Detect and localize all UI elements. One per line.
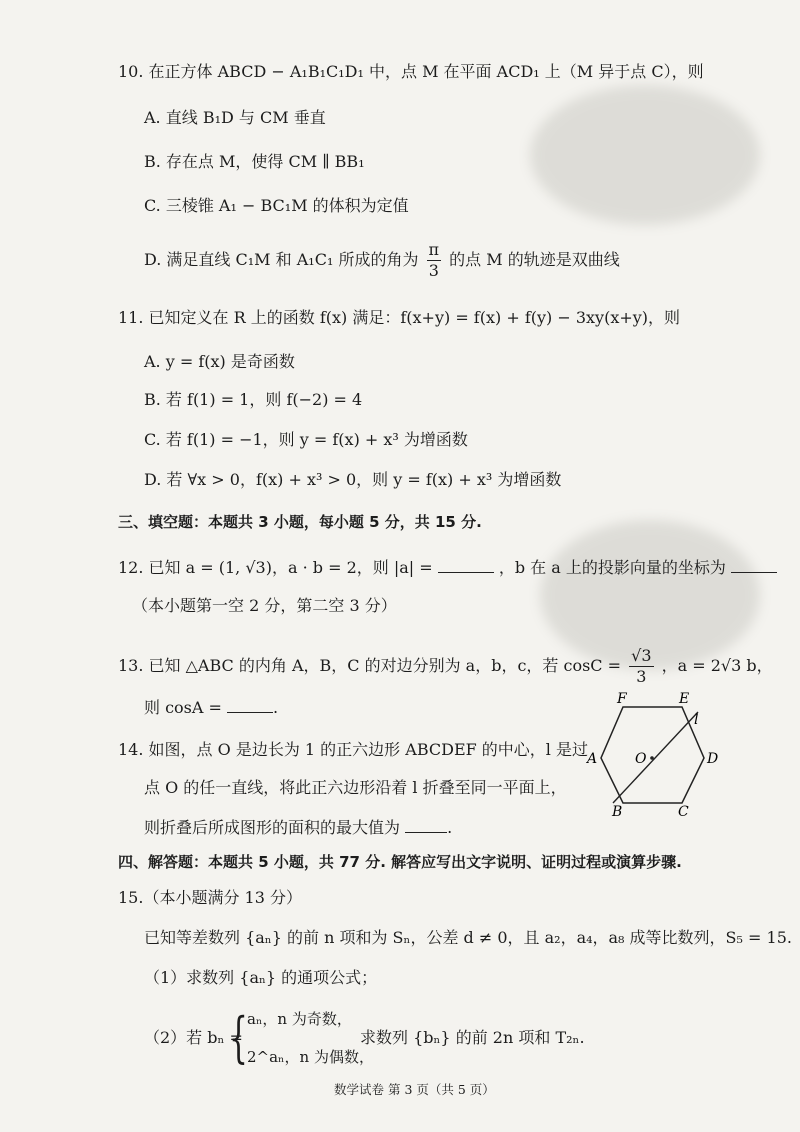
q11-stem: 11. 已知定义在 R 上的函数 f(x) 满足：f(x+y) = f(x) + f(y) − 3xy(x+y)，则 <box>118 308 681 327</box>
section-4-heading: 四、解答题：本题共 5 小题，共 77 分. 解答应写出文字说明、证明过程或演算步骤. <box>118 853 682 871</box>
section-3-heading: 三、填空题：本题共 3 小题，每小题 5 分，共 15 分. <box>118 513 482 531</box>
q13-text-end: ，a = 2√3 b， <box>661 656 773 675</box>
q14-line-3 <box>144 816 452 838</box>
fraction <box>427 240 442 281</box>
q15-title: 15.（本小题满分 13 分） <box>118 888 302 907</box>
q10-option-a: A. 直线 B₁D 与 CM 垂直 <box>144 108 326 127</box>
scan-smudge <box>530 85 760 225</box>
q15-part-2-prefix: （2）若 bₙ = <box>144 1028 243 1047</box>
q15-part-2-suffix: 求数列 {bₙ} 的前 2n 项和 T₂ₙ. <box>360 1028 585 1047</box>
q13-text-2: 则 cosA = <box>144 698 222 717</box>
vertex-label-f: F <box>617 691 627 707</box>
answer-blank <box>438 556 494 573</box>
q10-option-d-text-end: 的点 M 的轨迹是双曲线 <box>449 250 620 269</box>
q14-period: . <box>447 818 453 837</box>
q12-note: （本小题第一空 2 分，第二空 3 分） <box>132 596 397 615</box>
piecewise-case-odd: aₙ，n 为奇数， <box>247 1010 352 1028</box>
q11-option-a: A. y = f(x) 是奇函数 <box>144 352 295 371</box>
q10-option-d <box>144 240 620 281</box>
q13-text: 13. 已知 △ABC 的内角 A，B，C 的对边分别为 a，b，c，若 cosC = <box>118 656 622 675</box>
fraction <box>629 646 653 687</box>
q15-stem: 已知等差数列 {aₙ} 的前 n 项和为 Sₙ，公差 d ≠ 0，且 a₂，a₄，a₈ 成等比数列，S₅ = 15. <box>144 928 792 947</box>
q14-line-1: 14. 如图，点 O 是边长为 1 的正六边形 ABCDEF 的中心，l 是过 <box>118 740 589 759</box>
q13-period: . <box>273 698 279 717</box>
piecewise-definition <box>229 1003 374 1073</box>
q12-text: 12. 已知 a = (1, √3)，a · b = 2，则 |a| = <box>118 558 433 577</box>
line-label-l: l <box>694 712 699 728</box>
vertex-label-a: A <box>587 751 598 767</box>
piecewise-case-even: 2^aₙ，n 为偶数， <box>247 1048 374 1066</box>
q10-option-d-text: D. 满足直线 C₁M 和 A₁C₁ 所成的角为 <box>144 250 419 269</box>
fraction-denominator: 3 <box>636 667 647 686</box>
page-footer: 数学试卷 第 3 页（共 5 页） <box>334 1082 495 1097</box>
q14-line-2: 点 O 的任一直线，将此正六边形沿着 l 折叠至同一平面上， <box>144 778 567 797</box>
q11-option-c: C. 若 f(1) = −1，则 y = f(x) + x³ 为增函数 <box>144 430 468 449</box>
q13-line <box>118 646 773 687</box>
q12-text-2: ，b 在 a 上的投影向量的坐标为 <box>498 558 726 577</box>
fraction-numerator: π <box>428 240 440 259</box>
fraction-numerator: √3 <box>631 646 652 665</box>
q15-part-1: （1）求数列 {aₙ} 的通项公式； <box>144 968 378 987</box>
answer-blank <box>731 556 777 573</box>
vertex-label-c: C <box>678 804 689 820</box>
left-brace: { <box>229 1006 248 1069</box>
hexagon-figure <box>580 690 720 820</box>
q11-option-b: B. 若 f(1) = 1，则 f(−2) = 4 <box>144 390 363 409</box>
answer-blank <box>227 696 273 713</box>
q11-option-d: D. 若 ∀x > 0，f(x) + x³ > 0，则 y = f(x) + x³ 为增函数 <box>144 470 562 489</box>
q12-line <box>118 556 777 578</box>
vertex-label-e: E <box>679 691 690 707</box>
answer-blank <box>405 816 447 833</box>
fraction-denominator: 3 <box>428 261 439 280</box>
q10-option-b: B. 存在点 M，使得 CM ∥ BB₁ <box>144 152 365 171</box>
q10-stem: 10. 在正方体 ABCD − A₁B₁C₁D₁ 中，点 M 在平面 ACD₁ 上（M 异于点 C），则 <box>118 62 704 81</box>
vertex-label-d: D <box>707 751 719 767</box>
vertex-label-b: B <box>612 804 623 820</box>
center-label-o: O <box>635 751 647 767</box>
q10-option-c: C. 三棱锥 A₁ − BC₁M 的体积为定值 <box>144 196 409 215</box>
q14-text-3: 则折叠后所成图形的面积的最大值为 <box>144 818 401 837</box>
fold-line-l <box>613 712 698 803</box>
q13-line-2 <box>144 696 278 718</box>
center-point-o <box>650 756 654 760</box>
